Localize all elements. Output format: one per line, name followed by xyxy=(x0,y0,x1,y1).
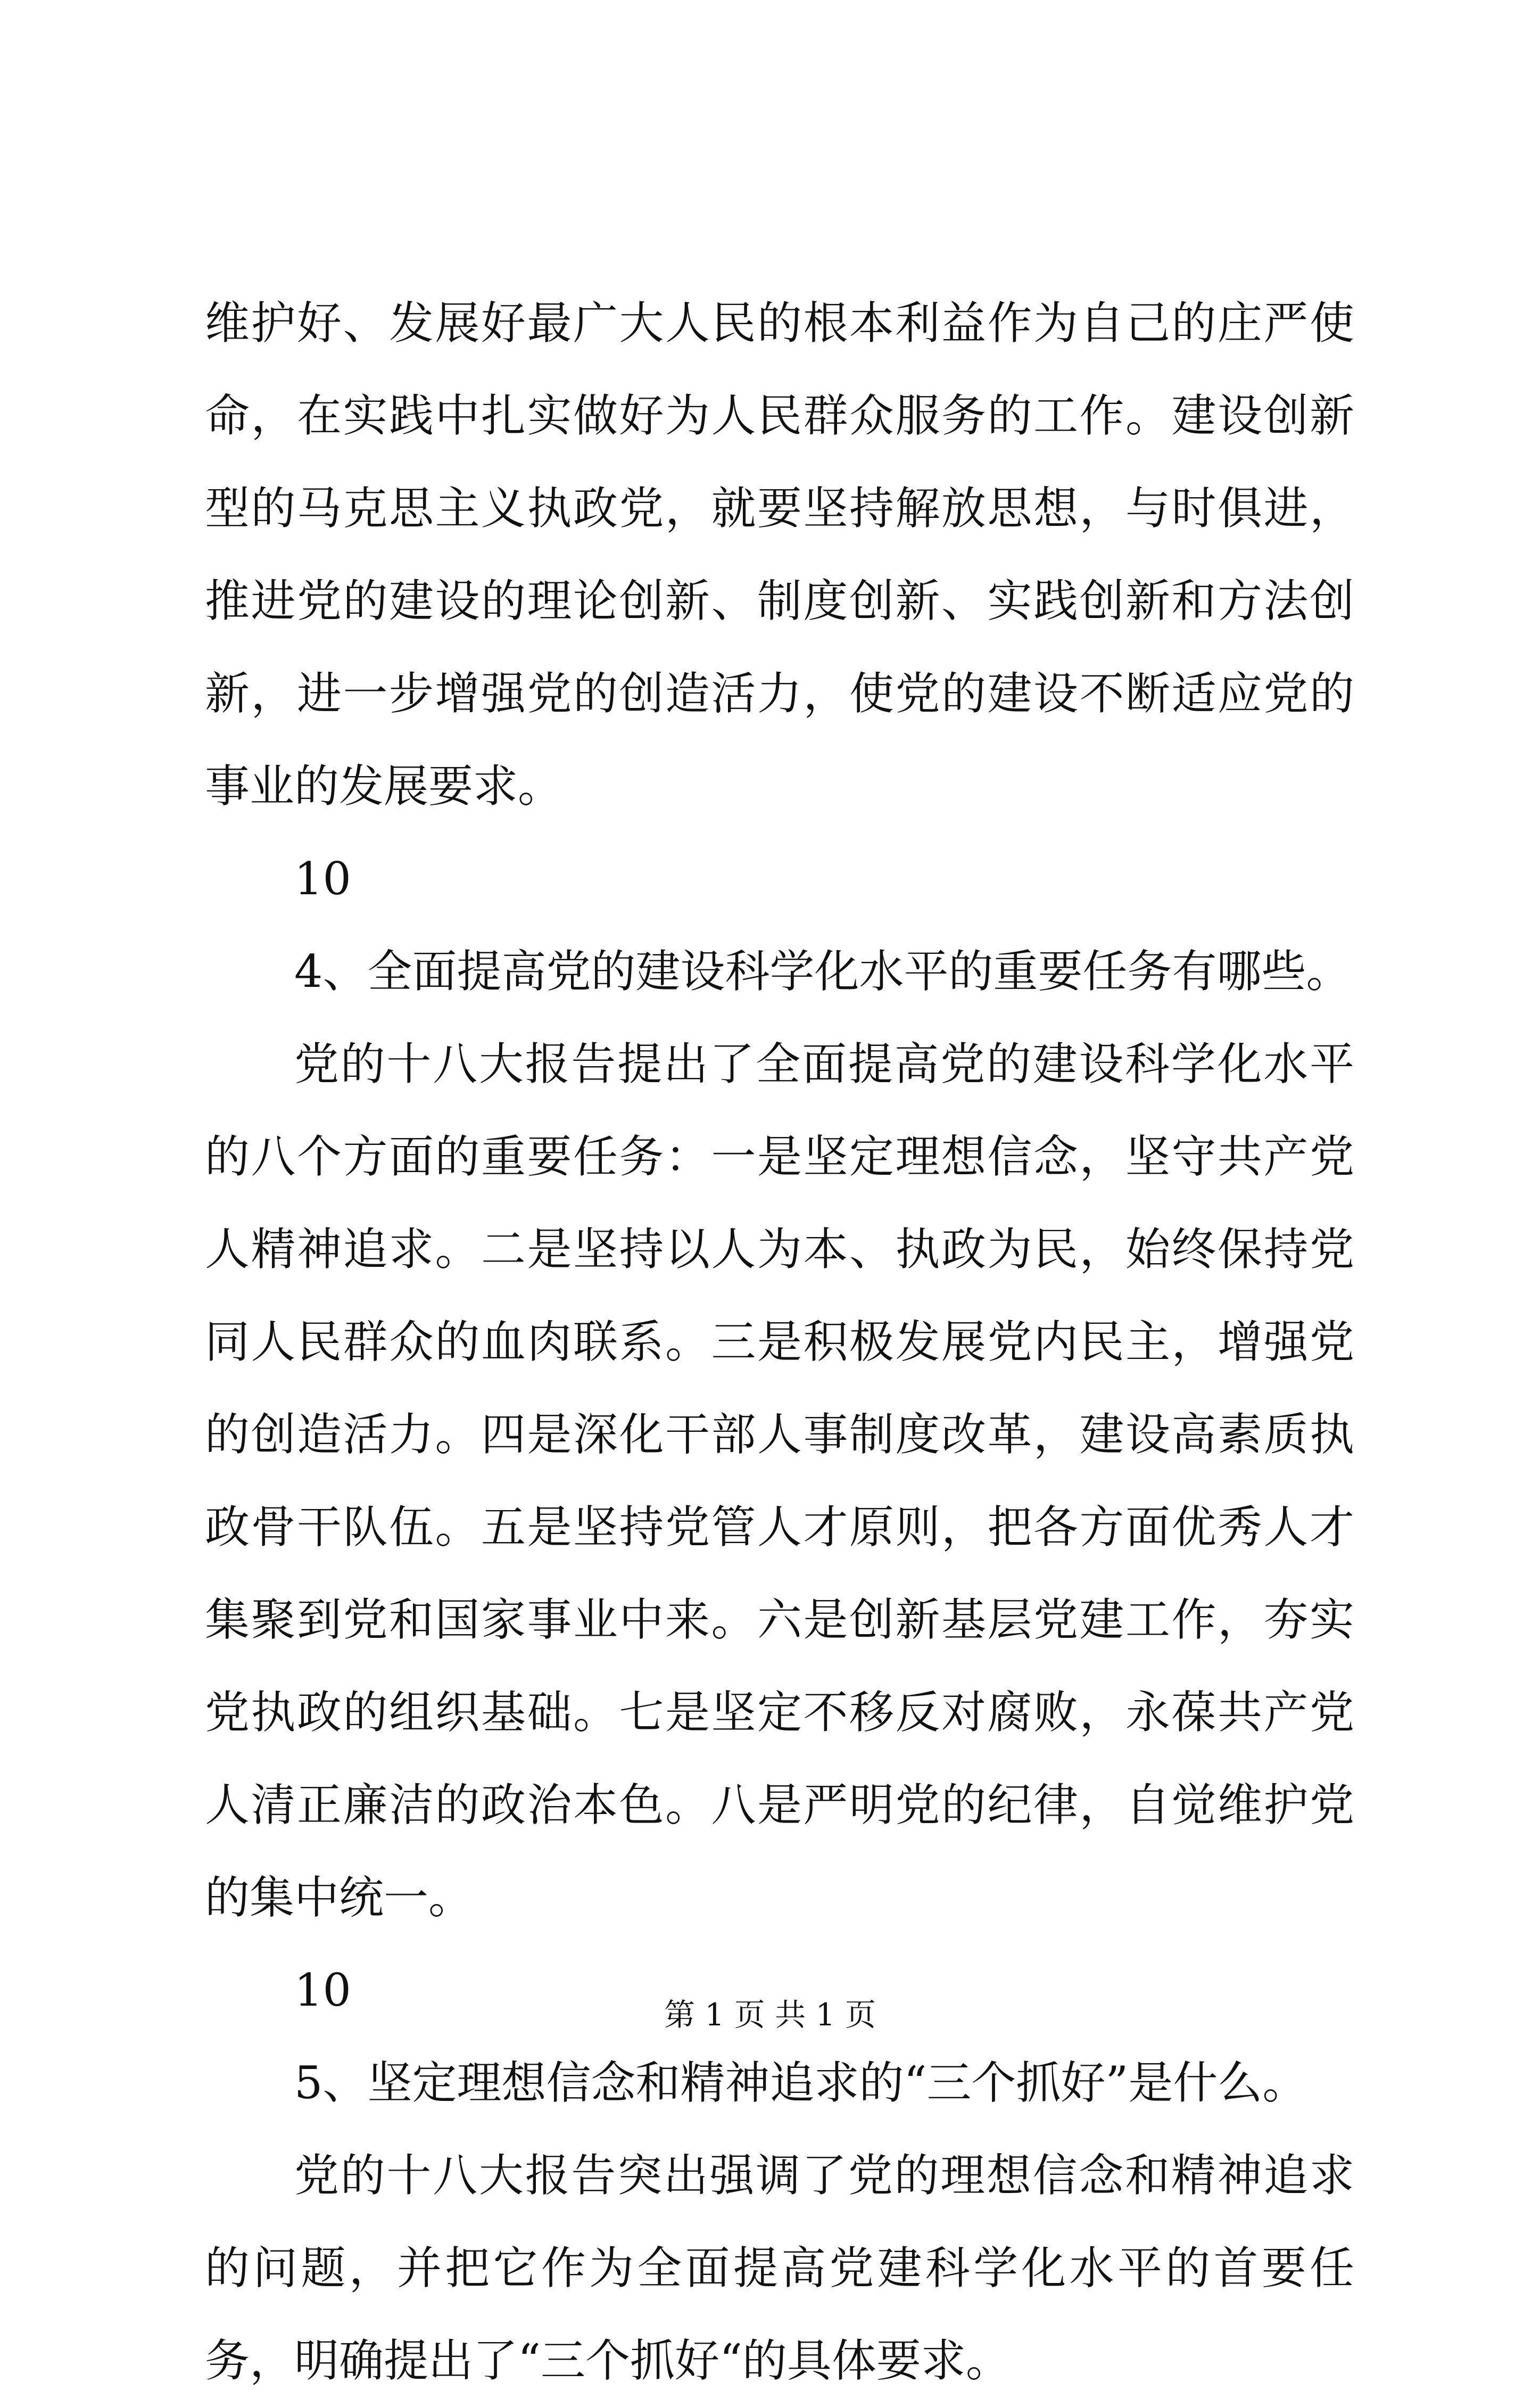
page-number-marker: 10 xyxy=(294,853,351,905)
page-footer: 第 1 页 共 1 页 xyxy=(664,1997,876,2033)
question-heading-4: 4、全面提高党的建设科学化水平的重要任务有哪些。 xyxy=(294,945,1351,998)
document-body xyxy=(205,277,1354,2407)
page-number-marker: 10 xyxy=(294,1964,351,2016)
question-heading-5: 5、坚定理想信念和精神追求的“三个抓好”是什么。 xyxy=(294,2057,1307,2109)
answer-paragraph-4: 党的十八大报告提出了全面提高党的建设科学化水平的八个方面的重要任务：一是坚定理想信念，坚守共产党人精神追求。二是坚持以人为本、执政为民，始终保持党同人民群众的血肉联系。三是积极发展党内民主，增强党的创造活力。四是深化干部人事制度改革，建设高素质执政骨干队伍。五是坚持党管人才原则，把各方面优秀人才集聚到党和国家事业中来。六是创新基层党建工作，夯实党执政的组织基础。七是坚定不移反对腐败，永葆共产党人清正廉洁的政治本色。八是严明党的纪律，自觉维护党的集中统一。 xyxy=(205,1038,1354,1924)
paragraph-continuation: 维护好、发展好最广大人民的根本利益作为自己的庄严使命，在实践中扎实做好为人民群众服务的工作。建设创新型的马克思主义执政党，就要坚持解放思想，与时俱进，推进党的建设的理论创新、制度创新、实践创新和方法创新，进一步增强党的创造活力，使党的建设不断适应党的事业的发展要求。 xyxy=(205,297,1354,812)
answer-paragraph-5: 党的十八大报告突出强调了党的理想信念和精神追求的问题，并把它作为全面提高党建科学化水平的首要任务，明确提出了“三个抓好“的具体要求。 xyxy=(205,2149,1354,2387)
